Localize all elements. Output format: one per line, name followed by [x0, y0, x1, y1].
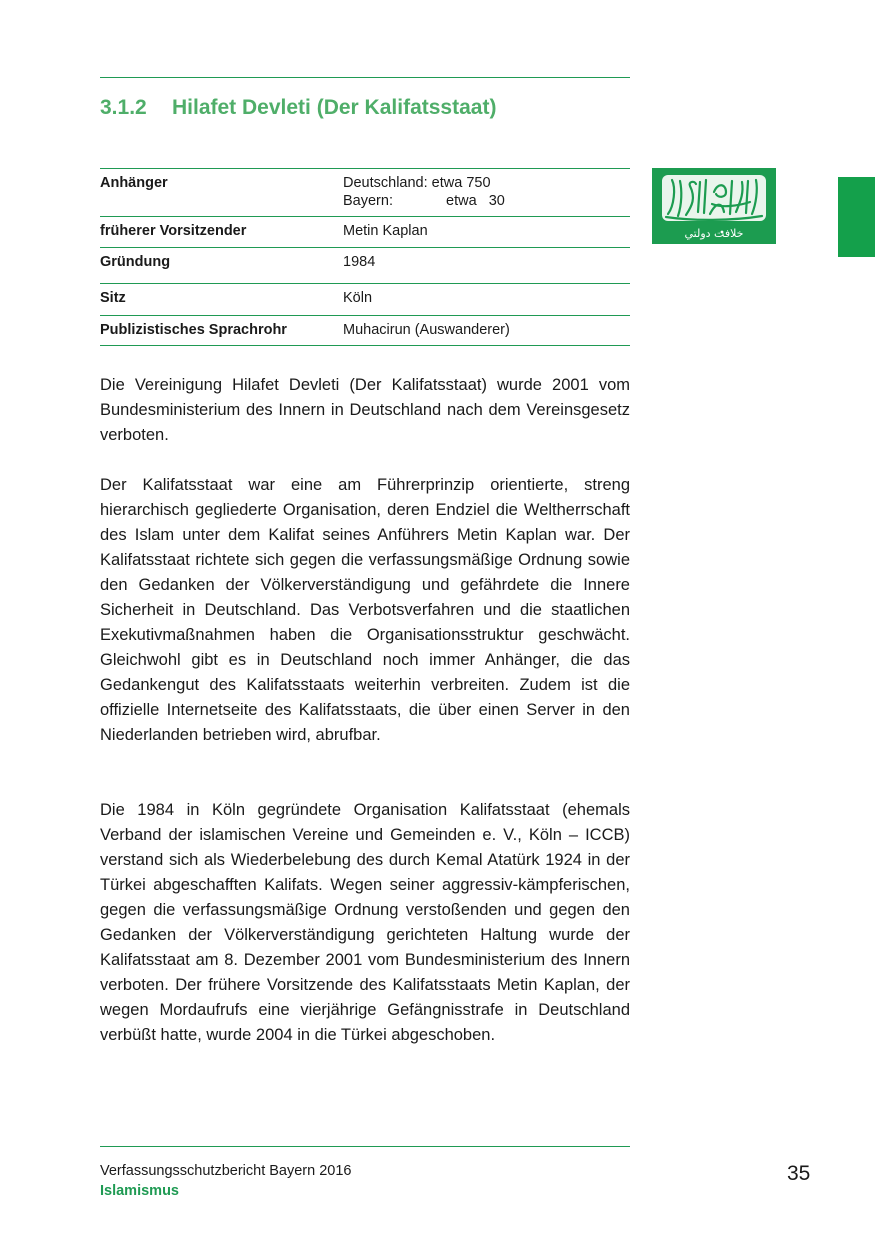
- kalifatsstaat-flag-image: [652, 168, 776, 244]
- footer-title: Verfassungsschutzbericht Bayern 2016: [100, 1163, 352, 1179]
- anhaenger-label: Bayern:: [343, 193, 393, 209]
- fact-key: Publizistisches Sprachrohr: [100, 322, 287, 338]
- fact-row-sprachrohr: [100, 316, 630, 346]
- fact-value: [343, 169, 630, 217]
- fact-value: Metin Kaplan: [343, 223, 428, 239]
- top-rule: [100, 77, 630, 78]
- page-number: 35: [787, 1162, 811, 1185]
- fact-key: Anhänger: [100, 175, 168, 191]
- anhaenger-label: Deutschland:: [343, 175, 428, 191]
- fact-key: Gründung: [100, 254, 171, 270]
- flag-caption: خلافت دولتي: [684, 227, 744, 240]
- section-number: 3.1.2: [100, 96, 147, 119]
- fact-value: 1984: [343, 254, 376, 270]
- section-heading: [100, 96, 496, 120]
- anhaenger-line-bayern: [343, 192, 630, 210]
- section-title: Hilafet Devleti (Der Kalifatsstaat): [172, 96, 497, 119]
- chapter-side-tab: [838, 177, 875, 257]
- paragraph-3: Die 1984 in Köln gegründete Organisation Kalifatsstaat (ehemals Verband der islamischen Vereine und Gemeinden e. V., Köln – ICCB) verstand sich als Wiederbelebung des durch Kemal Atatürk 1924 in der Türkei abgeschafften Kalifats. Wegen seiner aggressiv-kämpferischen, gegen die verfassungsmäßige Ordnung verstoßenden und gegen den Gedanken der Völkerverständigung gerichteten Haltung wurde der Kalifatsstaat am 8. Dezember 2001 vom Bundesministerium des Innern verboten. Der frühere Vorsitzende des Kalifatsstaats Metin Kaplan, der wegen Mordaufrufs eine vierjährige Gefängnisstrafe in Deutschland verbüßt hatte, wurde 2004 in die Türkei abgeschoben.: [100, 801, 630, 1044]
- fact-row-vorsitzender: [100, 217, 630, 248]
- fact-key: Sitz: [100, 290, 126, 306]
- fact-value: Muhacirun (Auswanderer): [343, 322, 510, 338]
- anhaenger-line-deutschland: [343, 174, 630, 192]
- fact-row-sitz: [100, 284, 630, 316]
- fact-value: Köln: [343, 290, 373, 306]
- footer-rule: [100, 1146, 630, 1147]
- footer-subtitle: Islamismus: [100, 1183, 179, 1199]
- fact-key: früherer Vorsitzender: [100, 223, 247, 239]
- paragraph-2: Der Kalifatsstaat war eine am Führerprinzip orientierte, streng hierarchisch gegliederte Organisation, deren Endziel die Weltherrschaft des Islam unter dem Kalifat seines Anführers Metin Kaplan war. Der Kalifatsstaat richtete sich gegen die verfassungsmäßige Ordnung sowie den Gedanken der Völkerverständigung und gefährdete die Innere Sicherheit in Deutschland. Das Verbotsverfahren und die staatlichen Exekutivmaßnahmen haben die Organisationsstruktur geschwächt. Gleichwohl gibt es in Deutschland noch immer Anhänger, die das Gedankengut des Kalifatsstaats weiterhin verbreiten. Zudem ist die offizielle Internetseite des Kalifatsstaats, die über einen Server in den Niederlanden betrieben wird, abrufbar.: [100, 476, 630, 744]
- paragraph-1: Die Vereinigung Hilafet Devleti (Der Kalifatsstaat) wurde 2001 vom Bundesministerium des Innern in Deutschland nach dem Vereinsgesetz verboten.: [100, 376, 630, 444]
- fact-table: [100, 168, 630, 346]
- fact-row-anhaenger: [100, 169, 630, 217]
- fact-row-gruendung: [100, 248, 630, 284]
- anhaenger-count: etwa 750: [431, 175, 491, 191]
- anhaenger-count: etwa 30: [446, 193, 505, 209]
